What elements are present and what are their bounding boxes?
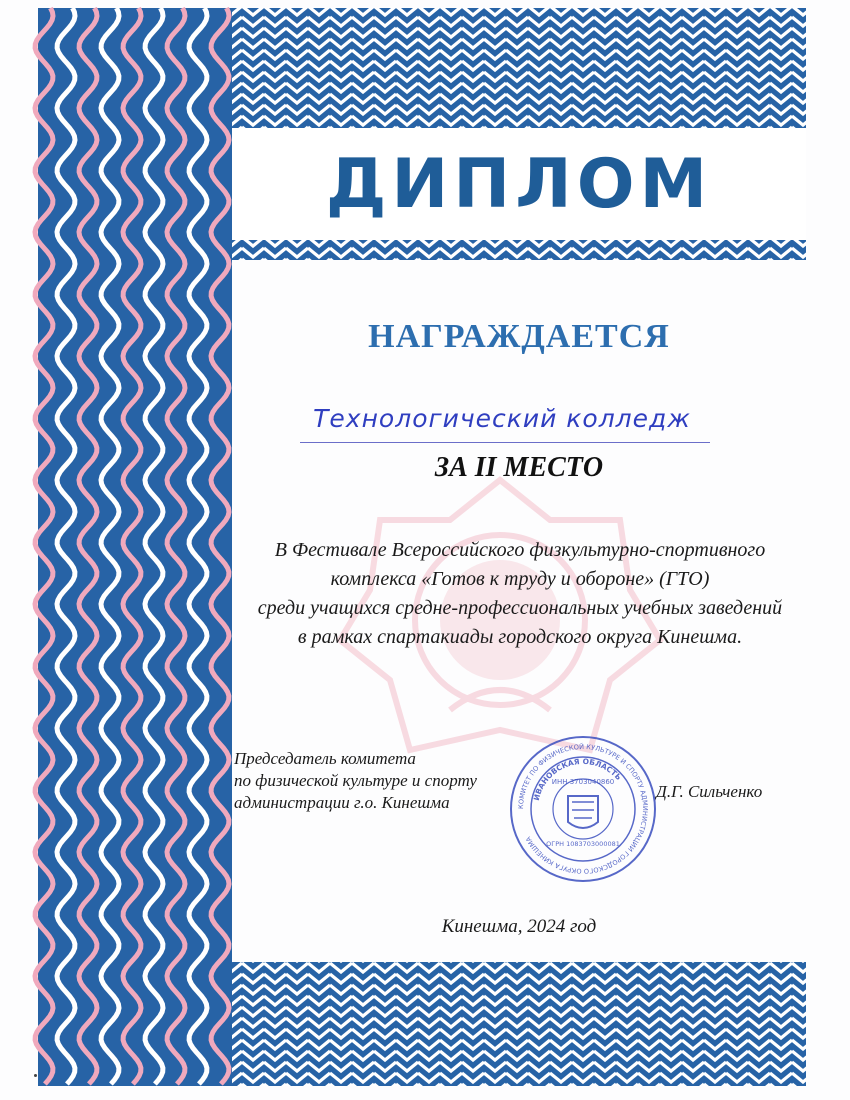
stamp-ogrn: ОГРН 1083703000081 — [546, 840, 620, 848]
chair-title-block — [234, 748, 534, 814]
bottom-chevron-band — [232, 962, 806, 1086]
stamp-inn: ИНН 3703040860 — [551, 778, 615, 786]
description-block — [250, 536, 790, 652]
recipient-underline — [300, 442, 710, 443]
signer-name: Д.Г. Сильченко — [656, 782, 763, 801]
top-chevron-band — [232, 8, 806, 128]
description-line: В Фестивале Всероссийского физкультурно-спортивного — [274, 539, 766, 561]
chair-line: администрации г.о. Кинешма — [234, 793, 450, 812]
chair-line: по физической культуре и спорту — [234, 771, 477, 790]
description-line: среди учащихся средне-профессиональных учебных заведений — [257, 597, 783, 619]
award-label: НАГРАЖДАЕТСЯ — [368, 318, 670, 355]
title-under-band — [232, 240, 806, 260]
place-label: ЗА II МЕСТО — [434, 452, 604, 483]
official-stamp — [508, 734, 658, 884]
description-line: в рамках спартакиады городского округа Кинешма. — [297, 626, 743, 648]
place-and-year: Кинешма, 2024 год — [441, 916, 597, 937]
left-wave-column — [38, 8, 232, 1086]
chair-line: Председатель комитета — [234, 749, 416, 768]
recipient-handwritten: Технологический колледж — [313, 404, 691, 433]
scan-speck — [34, 1074, 37, 1077]
description-line: комплекса «Готов к труду и обороне» (ГТО) — [330, 568, 710, 590]
stamp-outer-text: КОМИТЕТ ПО ФИЗИЧЕСКОЙ КУЛЬТУРЕ И СПОРТУ АДМИНИСТРАЦИИ ГОРОДСКОГО ОКРУГА КИНЕШМА — [516, 742, 650, 876]
stamp-region-text: ИВАНОВСКАЯ ОБЛАСТЬ — [531, 756, 624, 802]
diploma-title: ДИПЛОМ — [325, 144, 713, 224]
